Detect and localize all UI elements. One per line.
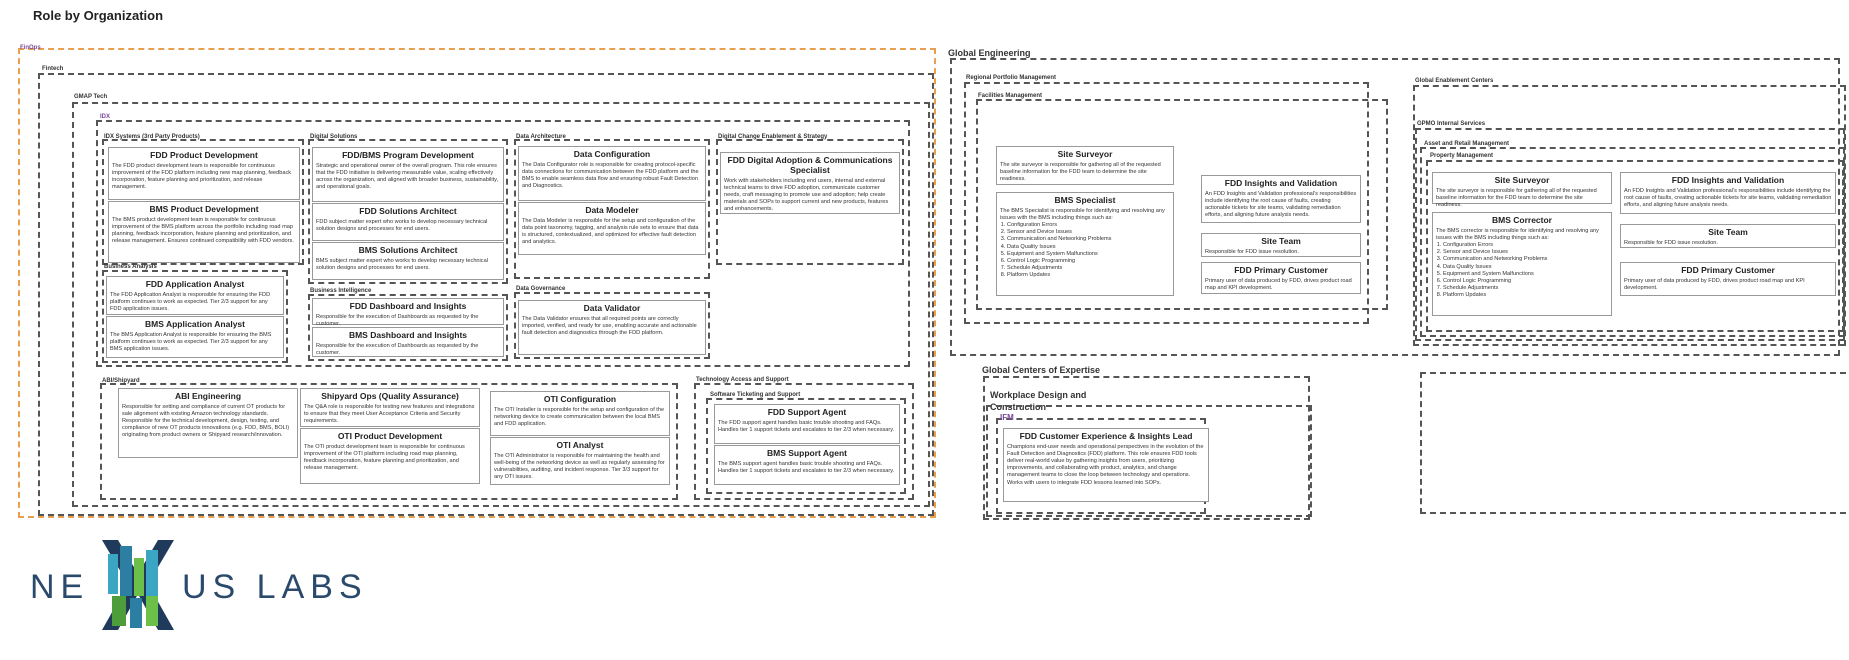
rp-fdd-primary-card — [1201, 262, 1361, 294]
card-title: Data Validator — [583, 303, 641, 313]
bms-solutions-architect-card — [312, 242, 504, 280]
pm-site-team-card — [1620, 224, 1836, 248]
data-architecture-label: Data Architecture — [516, 134, 566, 140]
list-item: 5. Equipment and System Malfunctions — [1443, 271, 1608, 278]
card-description: The Data Validator ensures that all required points are correctly imported, verified, and ready for use, enabling accurate and actionable fault detection and diagnostics through the FDD platform. — [522, 315, 697, 337]
card-title: BMS Solutions Architect — [358, 245, 458, 255]
rp-fdd-insights-card — [1201, 175, 1361, 223]
list-item: 5. Equipment and System Malfunctions — [1007, 251, 1170, 258]
workplace-design-label: Workplace Design and Construction — [990, 390, 1087, 412]
ifm-label: IFM — [1000, 413, 1014, 422]
card-description: The BMS support agent handles basic trouble shooting and FAQs. Handles tier 1 support tickets and escalates to tier 2/3 when necessary. — [718, 460, 895, 474]
list-item: 4. Data Quality Issues — [1443, 264, 1608, 271]
card-title: BMS Dashboard and Insights — [348, 330, 468, 340]
business-intelligence-label: Business Intelligence — [310, 288, 372, 294]
fdd-support-agent-card — [714, 404, 900, 444]
card-description: The Data Configurator role is responsible for creating protocol-specific data connections for communication between the FDD platform and the BMS to enable seamless data flow and ensuring robust Fault Detection and Diagnostics. — [522, 161, 699, 190]
pm-fdd-primary-card — [1620, 262, 1836, 296]
list-item: 7. Schedule Adjustments — [1007, 265, 1170, 272]
rp-site-surveyor-card — [996, 146, 1174, 185]
card-description: The site surveyor is responsible for gathering all of the requested baseline information for the FDD team to determine the site readiness. — [1436, 187, 1597, 209]
fdd-cx-lead-card — [1003, 428, 1209, 502]
software-ticketing-label: Software Ticketing and Support — [710, 392, 801, 398]
list-item: 3. Communication and Networking Problems — [1007, 236, 1170, 243]
idx-systems-label: IDX Systems (3rd Party Products) — [104, 134, 200, 140]
fdd-product-development-card — [108, 147, 300, 200]
data-governance-label: Data Governance — [516, 286, 566, 292]
card-description: The FDD Application Analyst is responsible for ensuring the FDD platform continues to work as expected. Tier 2/3 support for any FDD application issues. — [110, 291, 271, 313]
card-title: FDD Support Agent — [767, 407, 847, 417]
issue-list — [1000, 222, 1170, 279]
list-item: 2. Sensor and Device Issues — [1007, 229, 1170, 236]
abi-shipyard-label: ABI/Shipyard — [102, 378, 140, 384]
fintech-label: Fintech — [42, 66, 64, 72]
data-configuration-card — [518, 146, 706, 201]
card-title: Site Team — [1708, 227, 1748, 237]
card-description: The BMS corrector is responsible for identifying and resolving any issues with the BMS including things such as: — [1436, 227, 1599, 241]
data-modeler-card — [518, 202, 706, 255]
idx-label: IDX — [100, 114, 111, 120]
global-centers-label: Global Centers of Expertise — [982, 365, 1101, 375]
data-validator-card — [518, 300, 706, 355]
card-title: FDD Customer Experience & Insights Lead — [1019, 431, 1193, 441]
card-title: FDD Solutions Architect — [359, 206, 457, 216]
global-enablement-label: Global Enablement Centers — [1415, 78, 1494, 84]
card-title: BMS Application Analyst — [145, 319, 245, 329]
bms-application-analyst-card — [106, 316, 284, 358]
card-description: The BMS Specialist is responsible for identifying and resolving any issues with the BMS including things such as: — [1000, 207, 1165, 221]
asset-retail-label: Asset and Retail Management — [1424, 141, 1510, 147]
card-title: Site Surveyor — [1494, 175, 1550, 185]
card-description: The FDD support agent handles basic trouble shooting and FAQs. Handles tier 1 support tickets and escalates to tier 2/3 when necessary. — [718, 419, 895, 433]
list-item: 2. Sensor and Device Issues — [1443, 249, 1608, 256]
regional-portfolio-label: Regional Portfolio Management — [966, 75, 1057, 81]
business-analysis-label: Business Analysis — [104, 264, 157, 270]
fdd-solutions-architect-card — [312, 203, 504, 241]
oti-product-development-card — [300, 428, 480, 484]
bms-product-development-card — [108, 201, 300, 263]
card-description: BMS subject matter expert who works to develop necessary technical solution designs and processes for end users. — [316, 257, 488, 271]
card-description: Work with stakeholders including end users, internal and external technical teams to drive FDD adoption, communicate customer needs, craft messaging to promote use and adoption; help create materials and SOPs to support current and new products, features and enhancements. — [724, 177, 889, 213]
gmap-tech-label: GMAP Tech — [74, 94, 108, 100]
digital-change-label: Digital Change Enablement & Strategy — [718, 134, 828, 140]
rp-site-team-card — [1201, 233, 1361, 257]
card-description: The BMS product development team is responsible for continuous improvement of the BMS platform across the portfolio including road map planning, feedback incorporation, feature planning and prioritization, and release management. Ensures continued compatibility with FDD vendors. — [112, 216, 294, 245]
bms-dashboard-card — [312, 327, 504, 357]
card-description: Primary user of data produced by FDD, drives product road map and KPI development. — [1205, 277, 1352, 291]
card-title: OTI Product Development — [337, 431, 443, 441]
card-title: FDD Product Development — [150, 150, 258, 160]
pm-fdd-insights-card — [1620, 172, 1836, 214]
rp-bms-specialist-card — [996, 192, 1174, 296]
card-title: BMS Product Development — [149, 204, 259, 214]
bms-support-agent-card — [714, 445, 900, 485]
card-description: Primary user of data produced by FDD, drives product road map and KPI development. — [1624, 277, 1805, 291]
list-item: 6. Control Logic Programming — [1007, 258, 1170, 265]
card-title: BMS Corrector — [1492, 215, 1552, 225]
technology-access-label: Technology Access and Support — [696, 377, 789, 383]
city-x-icon — [102, 540, 174, 630]
card-title: Site Surveyor — [1057, 149, 1113, 159]
card-title: OTI Configuration — [543, 394, 617, 404]
card-description: FDD subject matter expert who works to develop necessary technical solution designs and processes for end users. — [316, 218, 488, 232]
card-description: The OTI Installer is responsible for the setup and configuration of the networking device to create communication between the local BMS and FDD application. — [494, 406, 665, 428]
card-title: FDD Insights and Validation — [1224, 178, 1338, 188]
card-title: FDD Application Analyst — [145, 279, 245, 289]
pm-site-surveyor-card — [1432, 172, 1612, 209]
right-edge-group — [1420, 372, 1846, 514]
shipyard-ops-card — [300, 388, 480, 427]
list-item: 6. Control Logic Programming — [1443, 278, 1608, 285]
card-description: The FDD product development team is responsible for continuous improvement of the FDD platform including new map planning, feedback incorporation, feature planning and prioritization, and release management. — [112, 162, 292, 191]
list-item: 8. Platform Updates — [1443, 292, 1608, 299]
card-description: The OTI Administrator is responsible for maintaining the health and well-being of the networking device as well as regularly assessing for vulnerabilities, auditing, and incident response. Tier 3/3 support for any OTI issues. — [494, 452, 665, 481]
abi-engineering-card — [118, 388, 298, 458]
card-description: Responsible for the execution of Dashboards as requested by the customer. — [316, 342, 479, 356]
card-description: The Q&A role is responsible for testing new features and integrations to ensure that they meet User Acceptance Criteria and Security requirements. — [304, 403, 475, 425]
card-title: BMS Specialist — [1054, 195, 1116, 205]
card-description: Champions end-user needs and operational perspectives in the evolution of the Fault Detection and Diagnostics (FDD) platform. This role ensures FDD tools deliver real-world value by gathering insights from users, prioritizing improvements, and collaborating with product, analytics, and change management teams to close the loop between technology and operations. Works with users to integrate FDD lessons learned into SOPs. — [1007, 443, 1204, 486]
card-title: FDD Dashboard and Insights — [349, 301, 467, 311]
card-description: The OTI product development team is responsible for continuous improvement of the OTI platform including road map planning, feedback incorporation, feature planning and prioritization, and release management. — [304, 443, 465, 472]
list-item: 8. Platform Updates — [1007, 272, 1170, 279]
card-title: Data Configuration — [573, 149, 651, 159]
list-item: 3. Communication and Networking Problems — [1443, 256, 1608, 263]
issue-list — [1436, 242, 1608, 299]
property-management-label: Property Management — [1430, 153, 1494, 159]
fdd-dashboard-card — [312, 298, 504, 325]
card-description: Responsible for FDD issue resolution. — [1205, 248, 1299, 255]
card-description: Strategic and operational owner of the overall program. This role ensures that the FDD initiative is delivering measurable value, scaling effectively across the organization, and aligned with broader business, sustainability, and operational goals. — [316, 162, 499, 191]
card-title: OTI Analyst — [556, 440, 604, 450]
fdd-bms-program-card — [312, 147, 504, 202]
card-title: Data Modeler — [585, 205, 639, 215]
finops-label: FinOps — [20, 45, 41, 51]
facilities-management-label: Facilities Management — [978, 93, 1043, 99]
oti-configuration-card — [490, 391, 670, 436]
logo-text-left: NE — [30, 568, 90, 606]
list-item: 7. Schedule Adjustments — [1443, 285, 1608, 292]
card-title: FDD/BMS Program Development — [342, 150, 474, 160]
list-item: 1. Configuration Errors — [1007, 222, 1170, 229]
card-description: An FDD Insights and Validation professional's responsibilities include identifying the root cause of faults, creating actionable tickets for site teams, validating remediation efforts, and aligning future analysis needs. — [1205, 190, 1357, 219]
card-description: The Data Modeler is responsible for the setup and configuration of the data point taxonomy, tagging, and analysis rule sets to ensure that data is structured, contextualized, and optimized for effective fault detection and analytics. — [522, 217, 699, 246]
card-description: An FDD Insights and Validation professional's responsibilities include identifying the root cause of faults, creating actionable tickets for site teams, validating remediation efforts, and aligning future analysis needs. — [1624, 187, 1832, 209]
logo-graphic — [30, 536, 368, 636]
digital-solutions-label: Digital Solutions — [310, 134, 358, 140]
list-item: 1. Configuration Errors — [1443, 242, 1608, 249]
logo-text-right: US LABS — [182, 568, 368, 606]
gpmo-internal-label: GPMO Internal Services — [1417, 121, 1486, 127]
card-title: ABI Engineering — [174, 391, 242, 401]
card-title: FDD Digital Adoption & Communications Specialist — [727, 155, 893, 175]
fdd-adoption-specialist-card — [720, 152, 900, 214]
nexus-labs-logo — [30, 536, 368, 636]
card-title: FDD Primary Customer — [1234, 265, 1328, 275]
card-title: Shipyard Ops (Quality Assurance) — [321, 391, 459, 401]
card-title: Site Team — [1261, 236, 1301, 246]
card-title: FDD Primary Customer — [1681, 265, 1775, 275]
pm-bms-corrector-card — [1432, 212, 1612, 316]
card-description: Responsible for FDD issue resolution. — [1624, 239, 1718, 246]
oti-analyst-card — [490, 437, 670, 485]
card-title: FDD Insights and Validation — [1671, 175, 1785, 185]
card-description: The BMS Application Analyst is responsible for ensuring the BMS platform continues to work as expected. Tier 2/3 support for any BMS application issues. — [110, 331, 272, 353]
card-description: Responsible for setting and compliance of current OT products for sale alignment with existing Amazon technology standards. Responsible for the technical development, design, testing, and compliance of new OT products innovations (e.g. FDD, BMS, BOLI) originating from product owners or Shipyard research/innovation. — [122, 403, 290, 439]
card-description: The site surveyor is responsible for gathering all of the requested baseline information for the FDD team to determine the site readiness. — [1000, 161, 1161, 183]
card-title: BMS Support Agent — [767, 448, 847, 458]
fdd-application-analyst-card — [106, 276, 284, 315]
page-title: Role by Organization — [33, 8, 164, 23]
global-engineering-label: Global Engineering — [948, 48, 1031, 58]
list-item: 4. Data Quality Issues — [1007, 244, 1170, 251]
card-description: Responsible for the execution of Dashboards as requested by the customer. — [316, 313, 479, 327]
